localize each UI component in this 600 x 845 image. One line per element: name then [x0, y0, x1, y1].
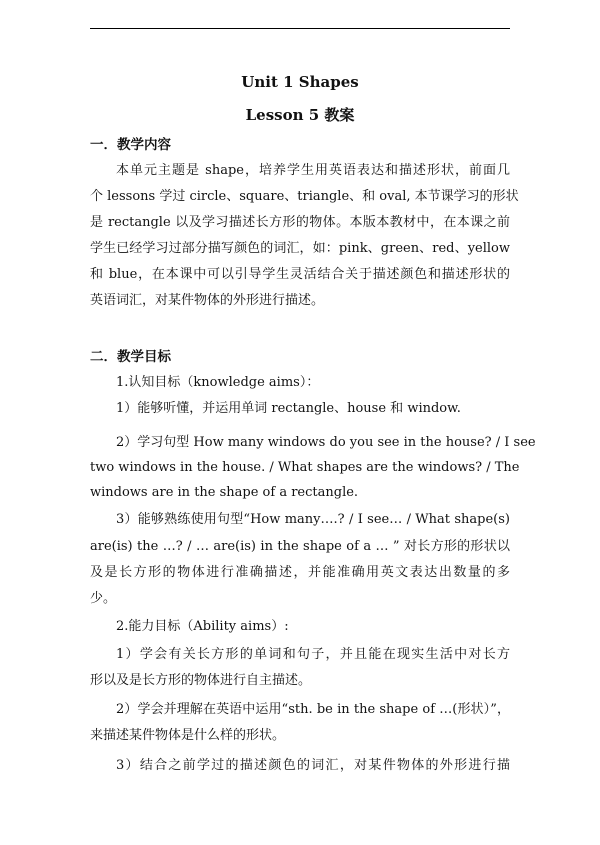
aims-line: 少。	[90, 591, 117, 606]
aims-line: 3）能够熟练使用句型“How many….? / I see… / What shape(s)	[116, 512, 510, 527]
aims-line: 形以及是长方形的物体进行自主描述。	[90, 673, 312, 688]
aims-line: 来描述某件物体是什么样的形状。	[90, 728, 286, 743]
aims-line: windows are in the shape of a rectangle.	[90, 485, 359, 500]
paragraph-line: 和 blue，在本课中可以引导学生灵活结合关于描述颜色和描述形状的	[90, 267, 510, 282]
paragraph-line: 是 rectangle 以及学习描述长方形的物体。本版本教材中，在本课之前	[90, 215, 510, 230]
section-heading-aims: 二．教学目标	[90, 349, 171, 365]
aims-line: 及是长方形的物体进行准确描述，并能准确用英文表达出数量的多	[90, 565, 510, 580]
header-rule	[90, 28, 510, 29]
paragraph-line: 个 lessons 学过 circle、square、triangle、和 oval, 本节课学习的形状	[90, 189, 519, 204]
paragraph-line: 英语词汇，对某件物体的外形进行描述。	[90, 293, 325, 308]
paragraph-line: 学生已经学习过部分描写颜色的词汇，如：pink、green、red、yellow	[90, 241, 510, 256]
aims-line: 2）学习句型 How many windows do you see in the house? / I see	[116, 435, 536, 450]
document-subtitle: Lesson 5 教案	[245, 106, 355, 124]
aims-line: 1）能够听懂，并运用单词 rectangle、house 和 window.	[116, 401, 461, 416]
paragraph-line: 本单元主题是 shape，培养学生用英语表达和描述形状，前面几	[116, 163, 510, 178]
document-title: Unit 1 Shapes	[241, 73, 359, 91]
aims-line: 2.能力目标（Ability aims）:	[116, 619, 289, 634]
aims-line: 1.认知目标（knowledge aims）：	[116, 375, 320, 390]
aims-line: 2）学会并理解在英语中运用“sth. be in the shape of …(形状）”，	[116, 702, 510, 717]
aims-line: are(is) the …? / … are(is) in the shape of a … ” 对长方形的形状以	[90, 539, 510, 554]
aims-line: two windows in the house. / What shapes are the windows? / The	[90, 460, 520, 475]
aims-line: 1）学会有关长方形的单词和句子，并且能在现实生活中对长方	[116, 647, 510, 662]
section-heading-content: 一．教学内容	[90, 137, 171, 153]
aims-line: 3）结合之前学过的描述颜色的词汇，对某件物体的外形进行描	[116, 758, 510, 773]
